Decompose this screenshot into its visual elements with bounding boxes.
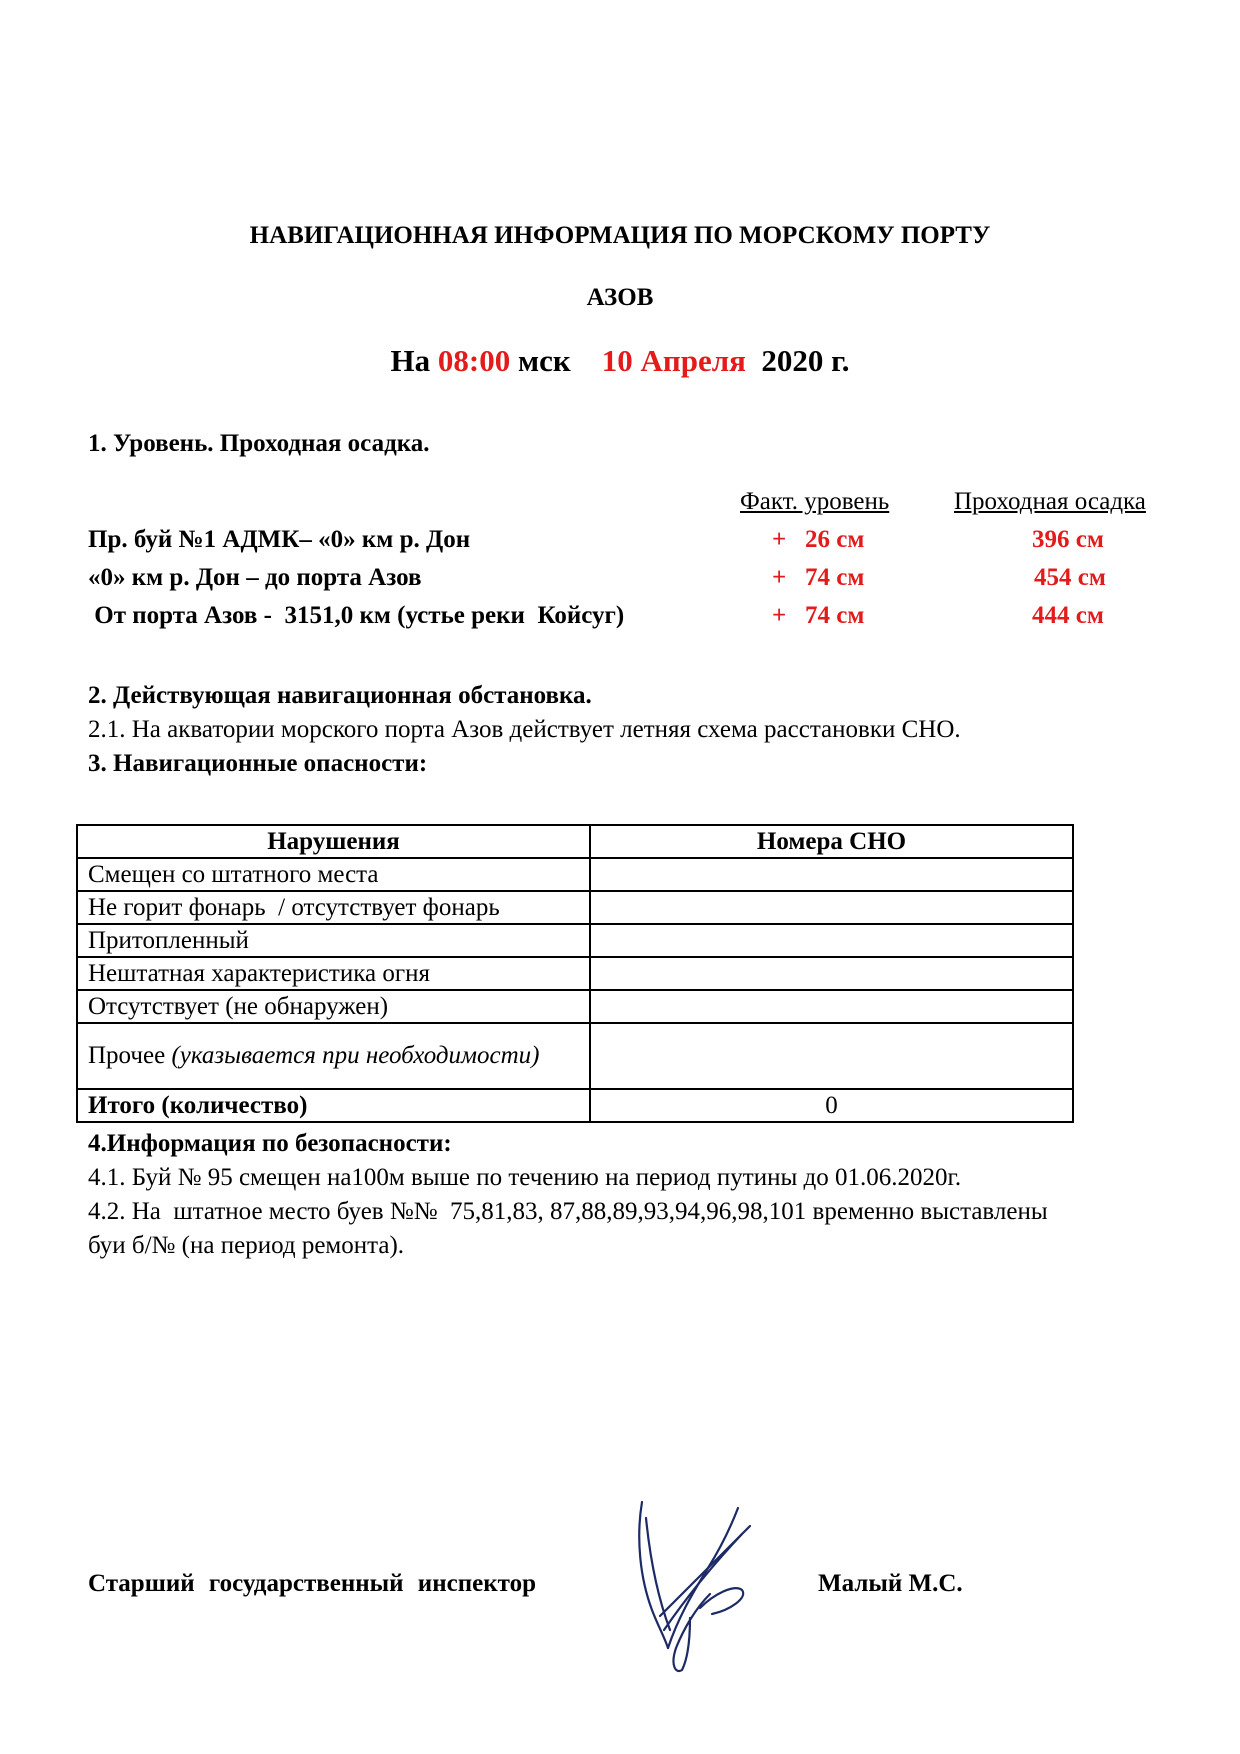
level-row-label: Пр. буй №1 АДМК– «0» км р. Дон — [88, 526, 471, 553]
report-year: 2020 г. — [745, 343, 850, 378]
table-row — [77, 858, 1073, 891]
total-label: Итого (количество) — [77, 1089, 590, 1122]
section1-heading: 1. Уровень. Проходная осадка. — [88, 430, 430, 457]
level-row-level: + 26 см — [772, 526, 865, 553]
table-header-buoy-numbers: Номера СНО — [590, 825, 1073, 858]
buoy-numbers — [590, 1023, 1073, 1089]
buoy-numbers — [590, 990, 1073, 1023]
other-note: (указывается при необходимости) — [171, 1042, 540, 1069]
level-row-label: «0» км р. Дон – до порта Азов — [88, 564, 422, 591]
section3-heading: 3. Навигационные опасности: — [88, 750, 428, 777]
total-value: 0 — [590, 1089, 1073, 1122]
table-row — [77, 924, 1073, 957]
buoy-numbers — [590, 957, 1073, 990]
section2-text: 2.1. На акватории морского порта Азов действует летняя схема расстановки СНО. — [88, 716, 961, 743]
time-suffix: мск — [510, 343, 602, 378]
report-time: 08:00 — [437, 343, 511, 378]
buoy-numbers — [590, 858, 1073, 891]
violation-name: Смещен со штатного места — [77, 858, 590, 891]
violation-name: Притопленный — [77, 924, 590, 957]
date-prefix: На — [390, 343, 438, 378]
level-row-draft: 396 см — [1032, 526, 1104, 553]
report-datetime — [0, 343, 1240, 379]
report-date: 10 Апреля — [601, 343, 746, 378]
col-level-header: Факт. уровень — [740, 488, 890, 515]
table-row — [77, 891, 1073, 924]
section2-heading: 2. Действующая навигационная обстановка. — [88, 682, 592, 709]
level-row-label: От порта Азов - 3151,0 км (устье реки Койсуг) — [88, 602, 625, 629]
table-row — [77, 990, 1073, 1023]
signatory-position: Старший государственный инспектор — [88, 1570, 536, 1597]
other-label: Прочее — [88, 1042, 172, 1069]
section4-heading: 4.Информация по безопасности: — [88, 1130, 452, 1157]
table-total-row — [77, 1089, 1073, 1122]
col-draft-header: Проходная осадка — [954, 488, 1146, 515]
violation-name: Не горит фонарь / отсутствует фонарь — [77, 891, 590, 924]
level-row-draft: 454 см — [1034, 564, 1106, 591]
document-title: НАВИГАЦИОННАЯ ИНФОРМАЦИЯ ПО МОРСКОМУ ПОРТУ — [249, 222, 991, 249]
table-row — [77, 957, 1073, 990]
signature-image — [630, 1498, 760, 1673]
safety-item-2-line2: буи б/№ (на период ремонта). — [88, 1232, 405, 1259]
violation-name: Нештатная характеристика огня — [77, 957, 590, 990]
table-header-row — [77, 825, 1073, 858]
buoy-numbers — [590, 924, 1073, 957]
hazards-table — [76, 824, 1074, 1123]
level-row-level: + 74 см — [772, 564, 865, 591]
level-row-draft: 444 см — [1032, 602, 1104, 629]
port-name: АЗОВ — [586, 284, 654, 311]
safety-item-1: 4.1. Буй № 95 смещен на100м выше по течению на период путины до 01.06.2020г. — [88, 1164, 962, 1191]
violation-name-other — [77, 1023, 590, 1089]
buoy-numbers — [590, 891, 1073, 924]
safety-item-2-line1: 4.2. На штатное место буев №№ 75,81,83, 87,88,89,93,94,96,98,101 временно выставлены — [88, 1198, 1048, 1225]
signatory-name: Малый М.С. — [818, 1570, 963, 1597]
table-row — [77, 1023, 1073, 1089]
level-row-level: + 74 см — [772, 602, 865, 629]
table-header-violations: Нарушения — [77, 825, 590, 858]
violation-name: Отсутствует (не обнаружен) — [77, 990, 590, 1023]
